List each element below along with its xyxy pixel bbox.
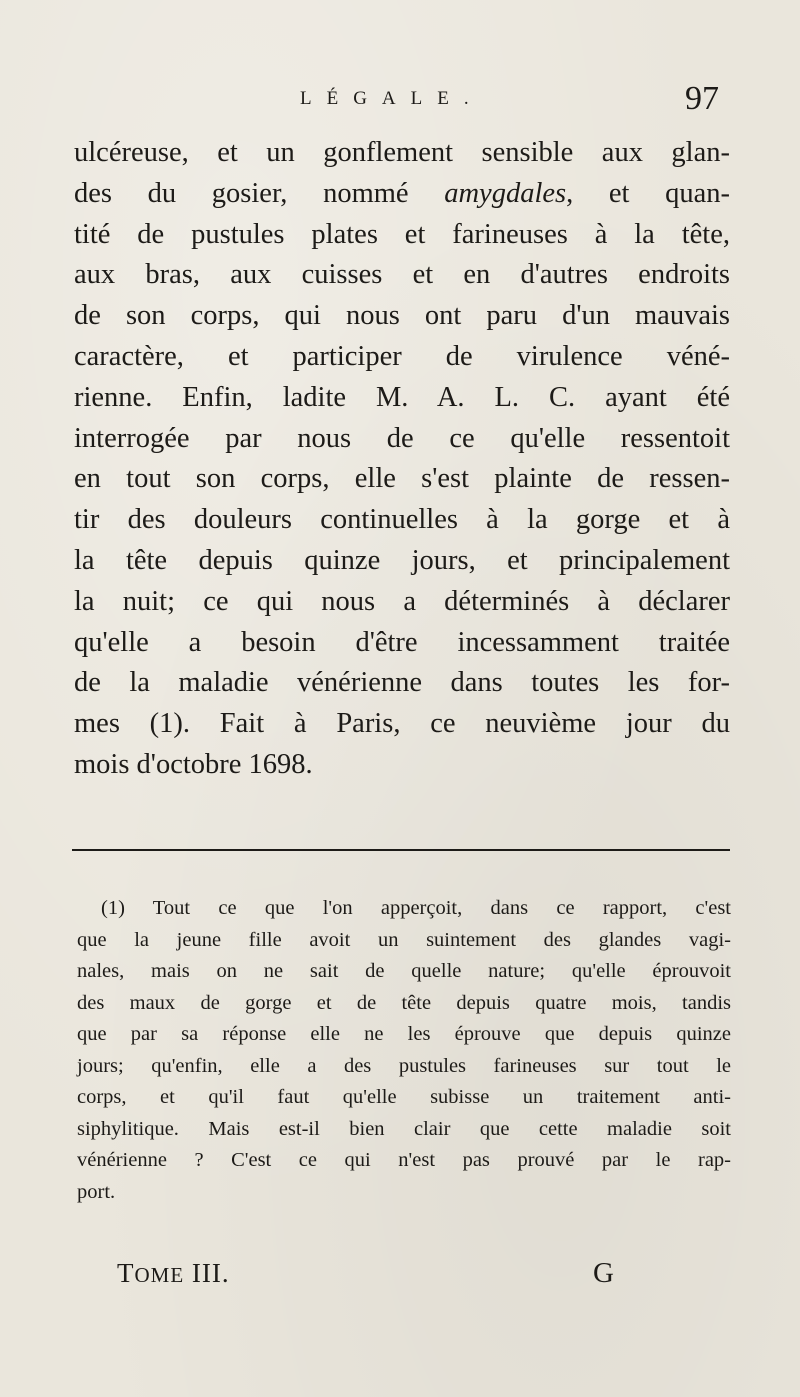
footnote-line: jours; qu'enfin, elle a des pustules farineuses sur tout le [77,1054,731,1077]
text-line: tité de pustules plates et farineuses à la tête, [74,218,730,250]
footnote-line: port. [77,1180,116,1203]
page-header [0,80,800,124]
italic-term: amygdales [444,177,567,209]
text-line: des du gosier, nommé amygdales, et quan- [74,177,730,209]
text-line: de son corps, qui nous ont paru d'un mauvais [74,300,730,332]
page-number: 97 [685,80,719,117]
text-line: interrogée par nous de ce qu'elle ressentoit [74,422,730,454]
footnote-line: (1) Tout ce que l'on apperçoit, dans ce rapport, c'est [101,897,731,919]
footnote-line: siphylitique. Mais est-il bien clair que cette maladie soit [77,1117,731,1140]
small-caps: OME [134,1263,185,1287]
page-footer [0,1255,800,1295]
text-line: la tête depuis quinze jours, et principalement [74,544,730,576]
text-line: la nuit; ce qui nous a déterminés à déclarer [74,585,730,617]
text-line: ulcéreuse, et un gonflement sensible aux glan- [74,137,730,168]
footnote-line: que la jeune fille avoit un suintement des glandes vagi- [77,928,731,951]
text-line: mois d'octobre 1698. [74,748,313,780]
footnote-divider [72,849,730,851]
text-line: en tout son corps, elle s'est plainte de ressen- [74,463,730,495]
text-line: aux bras, aux cuisses et en d'autres endroits [74,259,730,291]
running-head: LÉGALE. [300,88,484,109]
footnote-line: que par sa réponse elle ne les éprouve que depuis quinze [77,1023,731,1045]
text-line: caractère, et participer de virulence véné- [74,340,730,372]
text-line: mes (1). Fait à Paris, ce neuvième jour du [74,708,730,740]
volume-label: TOME III. [117,1258,230,1288]
footnote-line: vénérienne ? C'est ce qui n'est pas prouvé par le rap- [77,1149,731,1171]
text-line: tir des douleurs continuelles à la gorge et à [74,504,730,536]
footnote-line: des maux de gorge et de tête depuis quatre mois, tandis [77,991,731,1014]
signature-mark: G [593,1257,614,1289]
footnote [77,893,731,1208]
text-line: qu'elle a besoin d'être incessamment traitée [74,626,730,658]
text-line: de la maladie vénérienne dans toutes les for- [74,667,730,699]
footnote-line: corps, et qu'il faut qu'elle subisse un traitement anti- [77,1086,731,1108]
text-line: rienne. Enfin, ladite M. A. L. C. ayant été [74,381,730,413]
footnote-line: nales, mais on ne sait de quelle nature; qu'elle éprouvoit [77,960,731,982]
main-text [74,133,730,786]
